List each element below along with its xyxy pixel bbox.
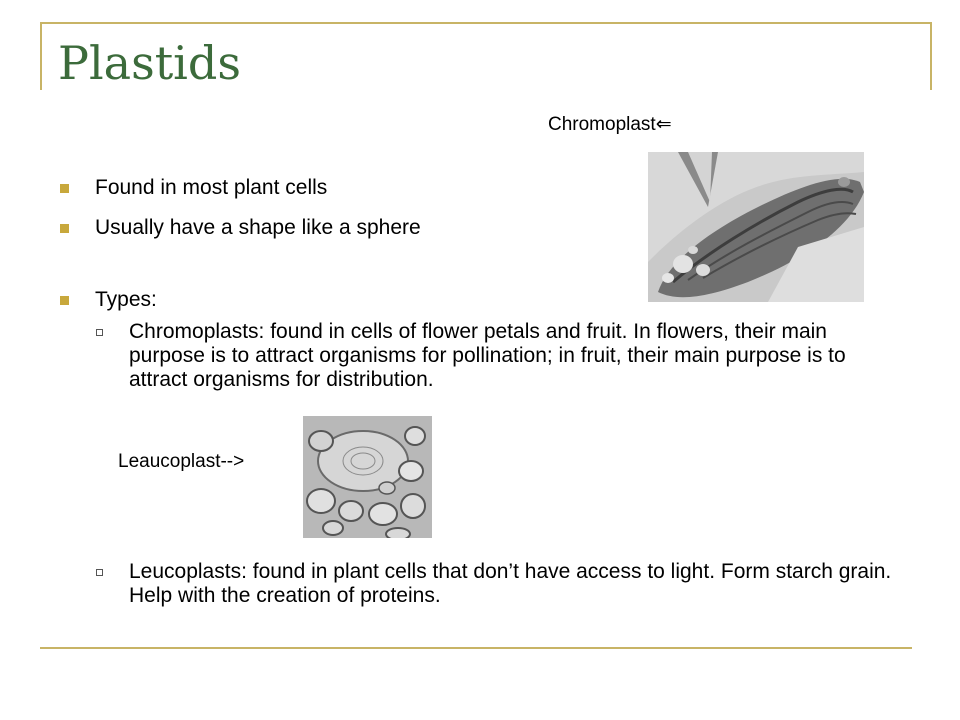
- bottom-rule: [40, 647, 912, 649]
- left-arrow-icon: ⇐: [655, 114, 672, 135]
- sub-bullet-item: [96, 560, 906, 608]
- right-rule: [930, 22, 932, 90]
- sub-bullet-text: Leucoplasts: found in plant cells that don’t have access to light. Form starch grain. Help with the creation of proteins.: [129, 560, 892, 607]
- chromoplast-caption: [548, 113, 672, 136]
- checkbox-bullet-icon: [96, 569, 103, 576]
- left-rule: [40, 22, 42, 90]
- leucoplast-caption: Leaucoplast-->: [118, 451, 245, 472]
- leucoplast-micrograph: [303, 416, 432, 538]
- bullet-text: Found in most plant cells: [95, 176, 328, 199]
- chromoplast-micrograph: [648, 152, 864, 302]
- slide-title: Plastids: [58, 36, 241, 90]
- checkbox-bullet-icon: [96, 329, 103, 336]
- sub-bullet-text: Chromoplasts: found in cells of flower petals and fruit. In flowers, their main purpose is to attract organisms for pollination; in fruit, their main purpose is to attract organisms for distribution.: [129, 320, 846, 391]
- bullet-text: Types:: [95, 288, 157, 311]
- top-rule: [40, 22, 932, 24]
- chromoplast-caption-text: Chromoplast: [548, 114, 656, 135]
- bullet-text: Usually have a shape like a sphere: [95, 216, 421, 239]
- sub-bullet-item: [96, 320, 906, 392]
